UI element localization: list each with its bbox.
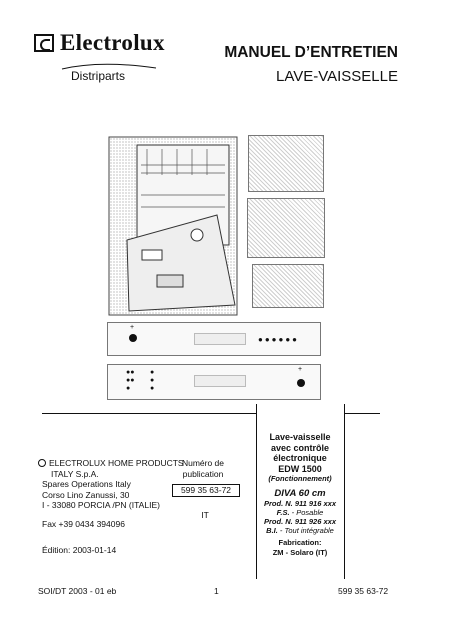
divider-top-right: [344, 413, 380, 414]
display-area: [194, 333, 246, 345]
display-area-2: [194, 375, 246, 387]
street: Corso Lino Zanussi, 30: [42, 489, 130, 500]
electrolux-mark-icon: [34, 34, 54, 52]
subbrand: Distriparts: [71, 69, 126, 83]
city: I - 33080 PORCIA /PN (ITALIE): [42, 500, 160, 510]
fs-line: [256, 508, 344, 517]
control-panel-bi: [107, 364, 321, 400]
fabrication-block: [256, 538, 344, 558]
publication-label-2: publication: [182, 468, 224, 479]
publication-label-1: Numéro de: [181, 458, 225, 468]
company-name-2: ITALY S.p.A.: [51, 468, 99, 479]
control-panel-fs: [107, 322, 321, 356]
panel-plus-label-2: +: [298, 366, 303, 373]
footer-publication: 599 35 63-72: [338, 586, 389, 596]
bi-line: [256, 526, 344, 535]
left-buttons: ●● ●● ●: [126, 369, 135, 392]
product-line-3: électronique: [273, 453, 327, 463]
footer-reference: SOI/DT 2003 - 01 eb: [38, 586, 117, 596]
model-block: [256, 488, 344, 535]
control-board-1-image: [248, 135, 324, 192]
publication-label: [168, 458, 238, 479]
fs-code: F.S.: [276, 508, 290, 517]
page-subtitle: LAVE-VAISSELLE: [275, 68, 398, 85]
product-description: [256, 432, 344, 485]
model-name: DIVA 60 cm: [274, 488, 326, 499]
edition-date: Édition: 2003-01-14: [42, 545, 117, 555]
department: Spares Operations Italy: [42, 479, 131, 489]
control-board-2-image: [247, 198, 325, 258]
middle-buttons: ● ● ●: [150, 369, 155, 392]
page-number: 1: [214, 586, 219, 596]
divider-vertical-right: [344, 404, 345, 579]
program-buttons: ●●●●●●: [258, 335, 299, 344]
product-line-2: avec contrôle: [270, 442, 330, 453]
product-line-4: EDW 1500: [278, 463, 322, 474]
power-button[interactable]: [129, 334, 137, 342]
company-name: ELECTROLUX HOME PRODUCTS: [49, 458, 184, 468]
bullet-icon: [38, 459, 46, 467]
dishwasher-illustration: [107, 135, 239, 317]
brand-name: Electrolux: [60, 30, 165, 55]
page-title: MANUEL D’ENTRETIEN: [224, 44, 398, 61]
bi-desc: - Tout intégrable: [277, 526, 334, 535]
prod-number-2: Prod. N. 911 926 xxx: [264, 517, 336, 526]
prod-number-1: Prod. N. 911 916 xxx: [264, 499, 336, 508]
company-block: [38, 458, 184, 529]
fs-desc: - Posable: [289, 508, 324, 517]
language-code: IT: [201, 510, 209, 520]
publication-number: 599 35 63-72: [172, 484, 240, 497]
divider-top-left: [42, 413, 256, 414]
power-button-2[interactable]: [297, 379, 305, 387]
panel-plus-label: +: [130, 324, 135, 331]
fax: Fax +39 0434 394096: [42, 518, 125, 529]
product-line-1: Lave-vaisselle: [269, 432, 331, 442]
control-board-3-image: [252, 264, 324, 308]
fabrication-label: Fabrication:: [278, 538, 322, 547]
fabrication-value: ZM - Solaro (IT): [272, 548, 328, 557]
product-line-5: (Fonctionnement): [268, 474, 332, 483]
bi-code: B.I.: [266, 526, 278, 535]
electrolux-logo: [34, 30, 165, 56]
